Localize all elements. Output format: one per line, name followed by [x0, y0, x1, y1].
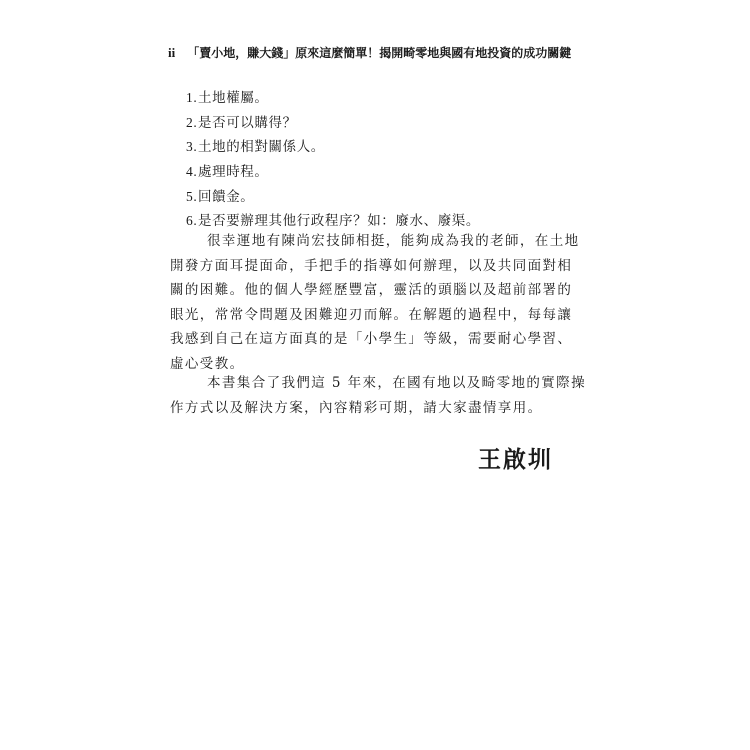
list-item-text: 是否可以購得？: [198, 114, 297, 131]
paragraph-line: 作方式以及解決方案，內容精彩可期，請大家盡情享用。: [170, 399, 543, 416]
body-paragraph-book-summary: [170, 371, 586, 420]
list-item: [186, 160, 566, 185]
paragraph-line: 開發方面耳提面命，手把手的指導如何辦理，以及共同面對相: [170, 257, 573, 274]
considerations-list: [186, 86, 566, 234]
list-item-text: 土地權屬。: [198, 90, 269, 107]
book-title-header: 「賣小地，賺大錢」原來這麼簡單！揭開畸零地與國有地投資的成功關鍵: [187, 46, 572, 60]
list-item-text: 處理時程。: [198, 164, 269, 181]
list-item-number: 3.: [186, 139, 198, 155]
list-item: [186, 135, 566, 160]
list-item-text: 土地的相對關係人。: [198, 139, 325, 156]
paragraph-line: 虛心受教。: [170, 355, 245, 372]
running-header: [168, 44, 572, 62]
list-item-number: 4.: [186, 164, 198, 180]
paragraph-line: 我感到自己在這方面真的是「小學生」等級，需要耐心學習、: [170, 331, 573, 348]
body-paragraph-mentor: [170, 229, 580, 377]
list-item-number: 6.: [186, 213, 198, 229]
list-item-text: 是否要辦理其他行政程序？如：廢水、廢渠。: [198, 213, 480, 230]
paragraph-line: 本書集合了我們這 5 年來，在國有地以及畸零地的實際操: [207, 375, 586, 391]
paragraph-line: 很幸運地有陳尚宏技師相挺，能夠成為我的老師，在土地: [207, 233, 580, 249]
list-item-number: 1.: [186, 90, 198, 106]
list-item-number: 2.: [186, 114, 198, 130]
list-item: [186, 86, 566, 111]
list-item: [186, 184, 566, 209]
list-item-number: 5.: [186, 188, 198, 204]
list-item-text: 回饋金。: [198, 188, 255, 205]
author-signature: 王啟圳: [478, 447, 553, 473]
paragraph-line: 眼光，常常令問題及困難迎刃而解。在解題的過程中，每每讓: [170, 306, 573, 323]
list-item: [186, 111, 566, 136]
page-number: ii: [168, 45, 176, 60]
paragraph-line: 關的困難。他的個人學經歷豐富，靈活的頭腦以及超前部署的: [170, 282, 573, 299]
